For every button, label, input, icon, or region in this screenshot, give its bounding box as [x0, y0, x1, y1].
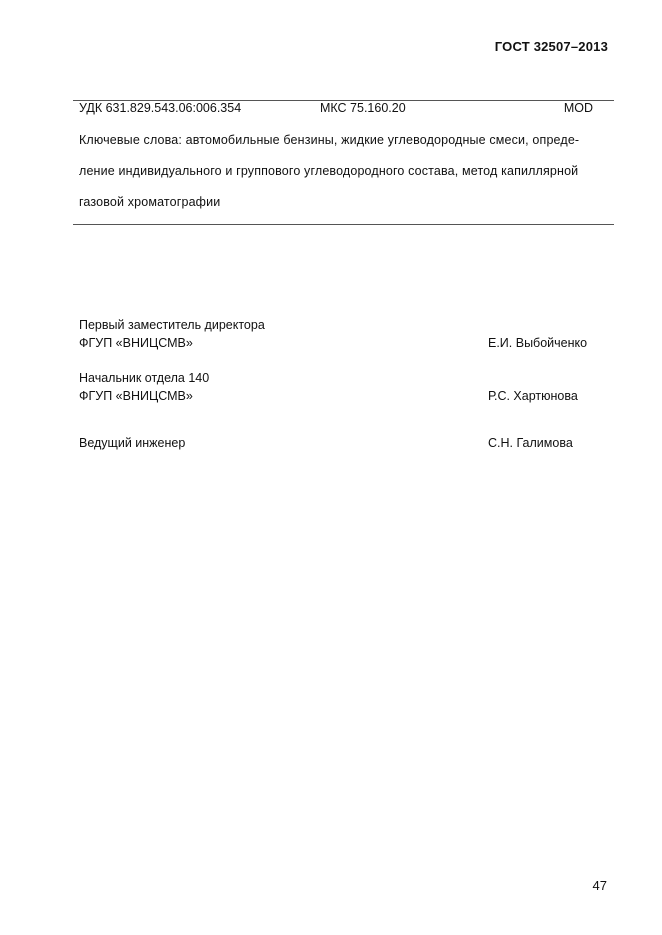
- classification-row: [79, 101, 593, 119]
- keywords-block: [79, 125, 609, 218]
- signatory-name: С.Н. Галимова: [488, 436, 573, 450]
- signature-organization-line: [79, 334, 599, 352]
- signature-organization: ФГУП «ВНИЦСМВ»: [79, 389, 193, 403]
- signature-position: Первый заместитель директора: [79, 318, 265, 332]
- keywords-line: ление индивидуального и группового углеводородного состава, метод капиллярной: [79, 164, 579, 178]
- signature-block-department-head: [79, 369, 599, 405]
- signatory-name: Е.И. Выбойченко: [488, 336, 588, 350]
- udk-code: УДК 631.829.543.06:006.354: [79, 101, 242, 115]
- signature-position-line: [79, 434, 599, 452]
- signature-block-first-deputy: [79, 316, 599, 352]
- signature-position: Ведущий инженер: [79, 436, 186, 450]
- keywords-line: газовой хроматографии: [79, 195, 221, 209]
- mks-code: МКС 75.160.20: [320, 101, 406, 115]
- document-standard-header: ГОСТ 32507–2013: [494, 39, 608, 54]
- signature-organization: ФГУП «ВНИЦСМВ»: [79, 336, 193, 350]
- signature-organization-line: [79, 387, 599, 405]
- mod-marker: MOD: [563, 101, 593, 115]
- page-number: 47: [592, 878, 607, 893]
- bottom-divider: [73, 224, 614, 225]
- keywords-line: Ключевые слова: автомобильные бензины, жидкие углеводородные смеси, опреде-: [79, 133, 580, 147]
- signature-block-lead-engineer: [79, 434, 599, 452]
- signature-position: Начальник отдела 140: [79, 371, 210, 385]
- signatory-name: Р.С. Хартюнова: [488, 389, 578, 403]
